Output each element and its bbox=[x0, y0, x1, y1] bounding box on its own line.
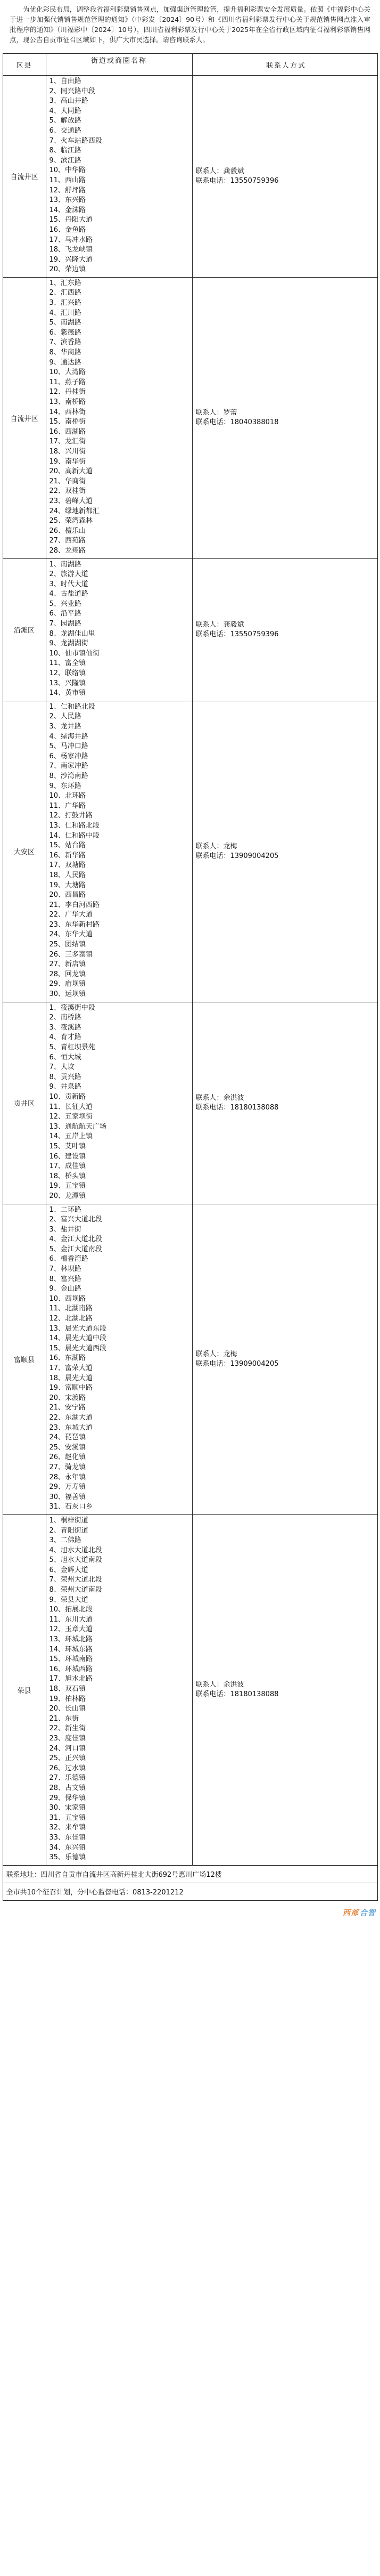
street-item: 24、琵琶镇 bbox=[49, 1433, 86, 1442]
footer-address: 联系地址：四川省自贡市自流井区高新丹桂北大街692号惠川广场12楼 bbox=[3, 1865, 377, 1883]
street-item: 5、南湖路 bbox=[49, 319, 81, 327]
street-item: 7、林坝路 bbox=[49, 1265, 81, 1274]
street-list bbox=[46, 277, 192, 558]
street-item: 27、西苑路 bbox=[49, 537, 86, 545]
street-item: 12、联络镇 bbox=[49, 669, 86, 678]
street-item: 21、安宁路 bbox=[49, 1404, 86, 1412]
street-item: 19、富顺中路 bbox=[49, 1384, 93, 1392]
street-item: 17、双塘路 bbox=[49, 861, 86, 870]
street-item: 15、晨光大道西段 bbox=[49, 1344, 107, 1352]
street-item: 28、永年镇 bbox=[49, 1473, 86, 1481]
street-item: 6、沿平路 bbox=[49, 610, 81, 618]
table-header-row bbox=[3, 54, 377, 76]
street-item: 13、通航航天广场 bbox=[49, 1122, 107, 1131]
contact-cell bbox=[192, 701, 377, 1002]
street-item: 2、汇西路 bbox=[49, 289, 81, 297]
street-item: 30、运坝镇 bbox=[49, 990, 86, 999]
street-item: 1、南湖路 bbox=[49, 560, 81, 569]
street-item: 29、保华镇 bbox=[49, 1794, 86, 1802]
street-item: 20、长山镇 bbox=[49, 1705, 86, 1713]
street-item: 17、成佳镇 bbox=[49, 1162, 86, 1171]
contact-name: 联系人：龙梅 bbox=[195, 1350, 237, 1358]
street-item: 10、仙市镇仙街 bbox=[49, 649, 100, 658]
contact-phone: 联系电话：13909004205 bbox=[195, 852, 279, 860]
contact-cell bbox=[192, 558, 377, 701]
street-item: 2、人民路 bbox=[49, 712, 81, 721]
street-item: 11、长征大道 bbox=[49, 1103, 93, 1111]
street-item: 10、拓展北段 bbox=[49, 1606, 93, 1614]
district-row bbox=[3, 277, 377, 558]
street-item: 13、环城北路 bbox=[49, 1635, 93, 1644]
header-contact: 联系人方式 bbox=[192, 54, 377, 76]
street-item: 1、仁和路北段 bbox=[49, 702, 95, 711]
district-name: 自流井区 bbox=[3, 277, 46, 558]
street-item: 5、解放路 bbox=[49, 117, 81, 125]
street-item: 1、二环路 bbox=[49, 1205, 81, 1214]
street-item: 25、荣湾森林 bbox=[49, 517, 93, 525]
street-item: 8、龙湖佳山里 bbox=[49, 629, 95, 638]
street-item: 35、乐德镇 bbox=[49, 1853, 86, 1862]
district-row bbox=[3, 701, 377, 1002]
contact-cell bbox=[192, 1204, 377, 1514]
street-item: 20、龙潭镇 bbox=[49, 1192, 86, 1200]
street-item: 16、新华路 bbox=[49, 851, 86, 860]
street-item: 24、河口镇 bbox=[49, 1744, 86, 1753]
street-item: 1、筱溪街中段 bbox=[49, 1003, 95, 1012]
street-item: 8、贡兴路 bbox=[49, 1073, 81, 1081]
contact-phone: 联系电话：18180138088 bbox=[195, 1690, 279, 1699]
street-item: 22、双桂街 bbox=[49, 487, 86, 496]
street-item: 11、东川大道 bbox=[49, 1615, 93, 1624]
street-item: 11、燕子路 bbox=[49, 378, 86, 386]
street-item: 2、青阳街道 bbox=[49, 1526, 88, 1535]
street-item: 2、南桥路 bbox=[49, 1014, 81, 1022]
street-item: 7、滨香路 bbox=[49, 338, 81, 347]
footer-summary: 全市共10个征召计划，分中心监督电话：0813-2201212 bbox=[3, 1883, 377, 1900]
street-item: 27、乐德镇 bbox=[49, 1774, 86, 1783]
street-item: 10、大湾路 bbox=[49, 368, 86, 377]
street-item: 21、华商街 bbox=[49, 477, 86, 485]
street-item: 6、杨家冲路 bbox=[49, 752, 88, 760]
street-item: 13、晨光大道东段 bbox=[49, 1324, 107, 1333]
street-item: 23、碧峰大道 bbox=[49, 497, 93, 505]
street-item: 9、龙湖湖街 bbox=[49, 639, 88, 648]
street-item: 23、东华新村路 bbox=[49, 920, 100, 929]
street-item: 18、兴川街 bbox=[49, 447, 86, 456]
street-item: 4、育才路 bbox=[49, 1033, 81, 1042]
street-item: 18、人民路 bbox=[49, 871, 86, 879]
street-item: 14、金沫路 bbox=[49, 206, 86, 214]
street-item: 24、绿地新都汇 bbox=[49, 507, 100, 515]
street-item: 19、柏林路 bbox=[49, 1695, 86, 1703]
street-item: 18、飞龙峡镇 bbox=[49, 246, 93, 254]
street-item: 2、富兴大道北段 bbox=[49, 1216, 102, 1224]
street-item: 22、广华大道 bbox=[49, 911, 93, 919]
contact-phone: 联系电话：13550759396 bbox=[195, 176, 279, 185]
street-item: 10、中华路 bbox=[49, 166, 86, 175]
street-item: 10、西坝路 bbox=[49, 1294, 86, 1303]
header-streets: 街道或商圈名称 bbox=[46, 54, 192, 76]
street-item: 9、通达路 bbox=[49, 358, 81, 367]
district-name: 沿滩区 bbox=[3, 558, 46, 701]
street-item: 5、旭水大道南段 bbox=[49, 1556, 102, 1565]
street-item: 22、东湖大道 bbox=[49, 1413, 93, 1422]
street-item: 32、来牟镇 bbox=[49, 1824, 86, 1832]
footer-address-row bbox=[3, 1865, 377, 1883]
street-item: 12、五家坝街 bbox=[49, 1113, 93, 1121]
street-item: 14、五岸上镇 bbox=[49, 1132, 93, 1141]
street-item: 6、檀香湾路 bbox=[49, 1255, 88, 1263]
district-name: 富顺县 bbox=[3, 1204, 46, 1514]
street-item: 20、宋渡路 bbox=[49, 1394, 86, 1402]
street-item: 18、桥头镇 bbox=[49, 1172, 86, 1180]
street-item: 19、大塘路 bbox=[49, 881, 86, 889]
street-item: 14、黄市镇 bbox=[49, 689, 86, 698]
street-item: 31、五宝镇 bbox=[49, 1813, 86, 1822]
street-item: 26、三多寨镇 bbox=[49, 950, 93, 959]
intro-paragraph: 为优化彩民布局，调整我省福利彩票销售网点，加强渠道管理监管，提升福利彩票安全发展质量。依照《中福彩中心关于进一步加强代销销售规范管理的通知》（中彩发〔2024〕90号）和《四川省福利彩票发行中心关于规范销售网点准入审批程序的通知》（川福彩中〔2024〕10号），四川省福利彩票发行中心关于2025年在全省行政区域内征召福利彩票销售网点，现公告自贡市征召区域如下，供广大市民选择。请咨询联系人。 bbox=[10, 5, 370, 44]
street-item: 29、庙坝镇 bbox=[49, 980, 86, 989]
district-name: 大安区 bbox=[3, 701, 46, 1002]
street-item: 27、新店镇 bbox=[49, 960, 86, 969]
contact-phone: 联系电话：13550759396 bbox=[195, 630, 279, 638]
street-list bbox=[46, 76, 192, 278]
table-body bbox=[3, 76, 377, 1866]
contact-cell bbox=[192, 1002, 377, 1204]
street-item: 8、沙湾南路 bbox=[49, 772, 88, 780]
street-item: 3、高山井路 bbox=[49, 97, 88, 106]
street-list bbox=[46, 701, 192, 1002]
street-item: 10、贡新路 bbox=[49, 1092, 86, 1101]
street-item: 27、骑龙镇 bbox=[49, 1463, 86, 1471]
street-item: 10、北环路 bbox=[49, 792, 86, 800]
street-item: 8、华商路 bbox=[49, 349, 81, 357]
street-item: 11、北湖南路 bbox=[49, 1305, 93, 1313]
street-item: 5、马冲口路 bbox=[49, 742, 88, 751]
street-item: 12、打鼓井路 bbox=[49, 812, 93, 820]
contact-name: 联系人：罗蕾 bbox=[195, 409, 237, 417]
street-item: 3、筱溪路 bbox=[49, 1023, 81, 1032]
street-item: 5、青杠坝景苑 bbox=[49, 1043, 95, 1051]
street-item: 12、北湖北路 bbox=[49, 1315, 93, 1323]
street-item: 20、高新大道 bbox=[49, 467, 93, 476]
street-item: 4、古盐道路 bbox=[49, 590, 88, 598]
street-item: 16、金鱼路 bbox=[49, 225, 86, 234]
street-item: 11、广华路 bbox=[49, 801, 86, 810]
street-item: 34、东兴镇 bbox=[49, 1843, 86, 1852]
street-item: 24、东华大道 bbox=[49, 930, 93, 939]
street-item: 13、兴隆镇 bbox=[49, 679, 86, 687]
street-item: 15、南桥街 bbox=[49, 418, 86, 426]
street-item: 2、同兴路中段 bbox=[49, 87, 95, 95]
street-item: 9、荣县大道 bbox=[49, 1595, 88, 1604]
street-item: 11、西山路 bbox=[49, 176, 86, 184]
street-item: 23、东城大道 bbox=[49, 1423, 93, 1432]
contact-name: 联系人：余洪波 bbox=[195, 1093, 244, 1102]
recruitment-table bbox=[3, 53, 378, 1901]
street-item: 31、石灰口乡 bbox=[49, 1503, 93, 1511]
street-item: 15、丹阳大道 bbox=[49, 216, 93, 224]
street-item: 19、五宝镇 bbox=[49, 1182, 86, 1190]
street-item: 6、金辉大道 bbox=[49, 1566, 88, 1574]
contact-phone: 联系电话：13909004205 bbox=[195, 1359, 279, 1368]
district-name: 荣县 bbox=[3, 1514, 46, 1865]
street-item: 12、玉章大道 bbox=[49, 1625, 93, 1634]
contact-name: 联系人：龚毅斌 bbox=[195, 620, 244, 629]
district-row bbox=[3, 558, 377, 701]
street-item: 17、龙汇街 bbox=[49, 438, 86, 446]
street-item: 22、新生街 bbox=[49, 1724, 86, 1733]
street-item: 4、大同路 bbox=[49, 107, 81, 115]
street-item: 14、环城东路 bbox=[49, 1645, 93, 1654]
street-item: 14、仁和路中段 bbox=[49, 831, 100, 840]
street-item: 23、度佳镇 bbox=[49, 1734, 86, 1743]
district-row bbox=[3, 1514, 377, 1865]
street-item: 7、园湖路 bbox=[49, 620, 81, 628]
street-item: 19、南华街 bbox=[49, 457, 86, 466]
street-item: 16、环城西路 bbox=[49, 1665, 93, 1673]
street-item: 3、汇兴路 bbox=[49, 299, 81, 307]
street-list bbox=[46, 558, 192, 701]
street-item: 6、交通路 bbox=[49, 126, 81, 135]
street-item: 9、滨江路 bbox=[49, 156, 81, 165]
street-item: 26、赵化镇 bbox=[49, 1453, 86, 1462]
street-item: 14、西林街 bbox=[49, 408, 86, 416]
street-item: 13、仁和路北段 bbox=[49, 821, 100, 830]
street-item: 13、南桥路 bbox=[49, 398, 86, 406]
street-item: 3、龙井路 bbox=[49, 723, 81, 731]
street-item: 4、金江大道北段 bbox=[49, 1235, 102, 1244]
street-item: 5、兴业路 bbox=[49, 600, 81, 608]
street-item: 4、汇川路 bbox=[49, 309, 81, 317]
street-item: 15、艾叶镇 bbox=[49, 1142, 86, 1151]
street-item: 1、桐梓街道 bbox=[49, 1516, 88, 1525]
contact-phone: 联系电话：18040388018 bbox=[195, 418, 279, 427]
street-item: 26、檀乐山 bbox=[49, 526, 86, 535]
street-item: 3、二佛路 bbox=[49, 1536, 81, 1545]
street-item: 28、回龙镇 bbox=[49, 970, 86, 978]
street-item: 6、恒大城 bbox=[49, 1053, 81, 1062]
contact-name: 联系人：龙梅 bbox=[195, 842, 237, 850]
street-item: 21、东街 bbox=[49, 1714, 79, 1723]
street-item: 9、东环路 bbox=[49, 782, 81, 790]
street-item: 7、南家冲路 bbox=[49, 762, 88, 771]
street-item: 3、时代大道 bbox=[49, 580, 88, 588]
street-item: 28、龙翔路 bbox=[49, 546, 86, 555]
contact-cell bbox=[192, 277, 377, 558]
street-item: 17、旭水北路 bbox=[49, 1675, 93, 1683]
street-item: 30、宋家镇 bbox=[49, 1804, 86, 1812]
district-name: 贡井区 bbox=[3, 1002, 46, 1204]
street-item: 15、站台路 bbox=[49, 841, 86, 850]
street-item: 17、马冲水路 bbox=[49, 236, 93, 244]
street-item: 11、富全镇 bbox=[49, 659, 86, 668]
street-item: 29、万寿镇 bbox=[49, 1483, 86, 1492]
street-item: 25、安溪镇 bbox=[49, 1443, 86, 1452]
street-item: 16、西湖路 bbox=[49, 427, 86, 436]
contact-name: 联系人：余洪波 bbox=[195, 1681, 244, 1689]
street-item: 17、富荣大道 bbox=[49, 1364, 93, 1372]
street-item: 18、晨光大道 bbox=[49, 1374, 93, 1382]
contact-cell bbox=[192, 76, 377, 278]
street-list bbox=[46, 1204, 192, 1514]
street-item: 7、火车站路西段 bbox=[49, 136, 102, 145]
watermark-part2: 合智 bbox=[360, 1908, 376, 1917]
street-item: 7、大坟 bbox=[49, 1063, 75, 1072]
street-item: 5、金江大道南段 bbox=[49, 1245, 102, 1253]
street-item: 33、东佳镇 bbox=[49, 1833, 86, 1842]
street-item: 8、临江路 bbox=[49, 147, 81, 155]
contact-name: 联系人：龚毅斌 bbox=[195, 167, 244, 175]
street-item: 20、荣边镇 bbox=[49, 265, 86, 274]
street-item: 3、盐井街 bbox=[49, 1225, 81, 1234]
street-item: 2、旅游大道 bbox=[49, 570, 88, 579]
street-list bbox=[46, 1002, 192, 1204]
street-item: 16、东湖路 bbox=[49, 1354, 86, 1363]
street-item: 1、自由路 bbox=[49, 77, 81, 85]
street-item: 15、环城南路 bbox=[49, 1655, 93, 1664]
street-item: 9、金山路 bbox=[49, 1285, 81, 1293]
street-item: 4、旭水大道北段 bbox=[49, 1546, 102, 1554]
street-item: 1、汇东路 bbox=[49, 279, 81, 287]
street-item: 30、福善镇 bbox=[49, 1493, 86, 1501]
contact-cell bbox=[192, 1514, 377, 1865]
street-item: 19、兴隆大道 bbox=[49, 255, 93, 264]
district-row bbox=[3, 1002, 377, 1204]
street-item: 20、西昌路 bbox=[49, 891, 86, 900]
district-row bbox=[3, 76, 377, 278]
street-item: 9、井泉路 bbox=[49, 1083, 81, 1091]
contact-phone: 联系电话：18180138088 bbox=[195, 1103, 279, 1112]
street-item: 26、过水镇 bbox=[49, 1764, 86, 1772]
watermark-part1: 西部 bbox=[343, 1908, 359, 1917]
street-item: 18、双石镇 bbox=[49, 1685, 86, 1693]
street-item: 7、荣州大道北段 bbox=[49, 1576, 102, 1584]
footer-summary-row bbox=[3, 1883, 377, 1900]
street-item: 28、古文镇 bbox=[49, 1784, 86, 1792]
watermark-logo bbox=[343, 1905, 376, 1920]
street-item: 4、绿海井路 bbox=[49, 732, 88, 741]
street-item: 25、团结镇 bbox=[49, 941, 86, 949]
street-list bbox=[46, 1514, 192, 1865]
street-item: 8、富兴路 bbox=[49, 1275, 81, 1283]
header-district: 区县 bbox=[3, 54, 46, 76]
district-name: 自流井区 bbox=[3, 76, 46, 278]
street-item: 12、丹桂街 bbox=[49, 388, 86, 396]
street-item: 25、正兴镇 bbox=[49, 1754, 86, 1763]
street-item: 6、紫薇路 bbox=[49, 328, 81, 337]
street-item: 14、晨光大道中段 bbox=[49, 1334, 107, 1343]
street-item: 13、东兴路 bbox=[49, 196, 86, 205]
district-row bbox=[3, 1204, 377, 1514]
street-item: 16、建设镇 bbox=[49, 1152, 86, 1161]
street-item: 21、李白河西路 bbox=[49, 901, 100, 909]
street-item: 12、舒坪路 bbox=[49, 186, 86, 195]
street-item: 8、荣州大道南段 bbox=[49, 1586, 102, 1594]
